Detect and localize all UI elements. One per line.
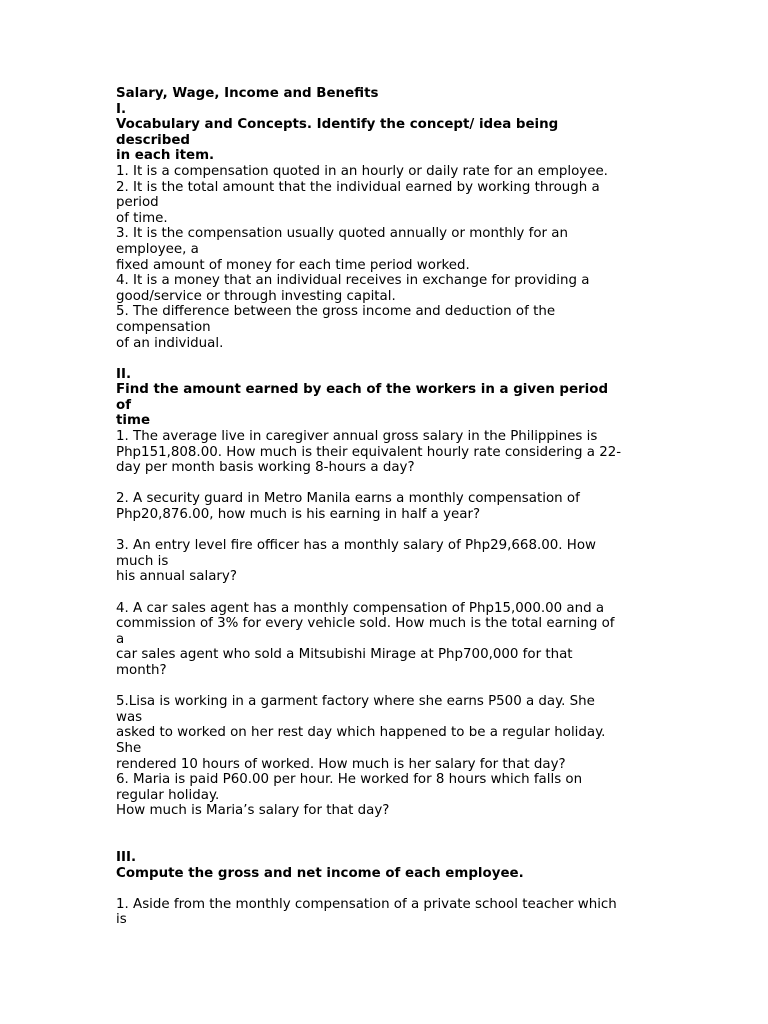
blank-line <box>116 476 661 492</box>
text-line: day per month basis working 8-hours a day? <box>116 460 415 476</box>
text-line: compensation <box>116 319 211 335</box>
text-line: of time. <box>116 210 168 226</box>
blank-line <box>116 679 661 695</box>
text-line: was <box>116 709 143 725</box>
text-line: fixed amount of money for each time period worked. <box>116 257 470 273</box>
section-heading-line: III. <box>116 850 137 866</box>
section-heading-line: II. <box>116 366 132 382</box>
text-line: asked to worked on her rest day which happened to be a regular holiday. <box>116 725 606 741</box>
text-line: his annual salary? <box>116 569 237 585</box>
section-heading-line: Compute the gross and net income of each employee. <box>116 865 524 881</box>
text-line: 4. A car sales agent has a monthly compensation of Php15,000.00 and a <box>116 600 605 616</box>
section-heading-line: in each item. <box>116 148 215 164</box>
text-line: 2. It is the total amount that the individual earned by working through a <box>116 179 600 195</box>
text-line: 5. The difference between the gross income and deduction of the <box>116 304 556 320</box>
blank-line <box>116 523 661 539</box>
text-line: Php20,876.00, how much is his earning in half a year? <box>116 507 481 523</box>
blank-line <box>116 881 661 897</box>
text-line: 1. Aside from the monthly compensation of a private school teacher which <box>116 896 617 912</box>
text-line: 6. Maria is paid P60.00 per hour. He worked for 8 hours which falls on <box>116 772 583 788</box>
text-line: a <box>116 631 125 647</box>
document-body <box>116 102 661 928</box>
text-line: 1. It is a compensation quoted in an hourly or daily rate for an employee. <box>116 163 608 179</box>
section-heading-line: described <box>116 132 191 148</box>
text-line: regular holiday. <box>116 787 220 803</box>
section-heading-line: Find the amount earned by each of the workers in a given period <box>116 382 609 398</box>
section-heading-line: time <box>116 413 151 429</box>
text-line: is <box>116 912 127 928</box>
text-line: How much is Maria’s salary for that day? <box>116 803 390 819</box>
section-heading-line: of <box>116 397 132 413</box>
section-heading-line: Vocabulary and Concepts. Identify the concept/ idea being <box>116 117 559 133</box>
text-line: of an individual. <box>116 335 224 351</box>
blank-line <box>116 351 661 367</box>
blank-line <box>116 835 661 851</box>
text-line: 5.Lisa is working in a garment factory where she earns P500 a day. She <box>116 694 595 710</box>
text-line: good/service or through investing capital. <box>116 288 396 304</box>
text-line: 4. It is a money that an individual receives in exchange for providing a <box>116 273 590 289</box>
document-page <box>116 86 661 928</box>
blank-line <box>116 585 661 601</box>
section-heading-line: I. <box>116 101 127 117</box>
text-line: 2. A security guard in Metro Manila earns a monthly compensation of <box>116 491 580 507</box>
text-line: rendered 10 hours of worked. How much is her salary for that day? <box>116 756 566 772</box>
text-line: 3. An entry level fire officer has a monthly salary of Php29,668.00. How <box>116 538 596 554</box>
text-line: commission of 3% for every vehicle sold. How much is the total earning of <box>116 616 615 632</box>
document-title: Salary, Wage, Income and Benefits <box>116 86 379 101</box>
text-line: employee, a <box>116 241 199 257</box>
text-line: She <box>116 740 142 756</box>
blank-line <box>116 819 661 835</box>
text-line: 3. It is the compensation usually quoted annually or monthly for an <box>116 226 568 242</box>
text-line: car sales agent who sold a Mitsubishi Mirage at Php700,000 for that <box>116 647 573 663</box>
text-line: Php151,808.00. How much is their equivalent hourly rate considering a 22- <box>116 444 622 460</box>
text-line: much is <box>116 553 169 569</box>
text-line: 1. The average live in caregiver annual gross salary in the Philippines is <box>116 429 598 445</box>
text-line: period <box>116 195 159 211</box>
text-line: month? <box>116 662 167 678</box>
